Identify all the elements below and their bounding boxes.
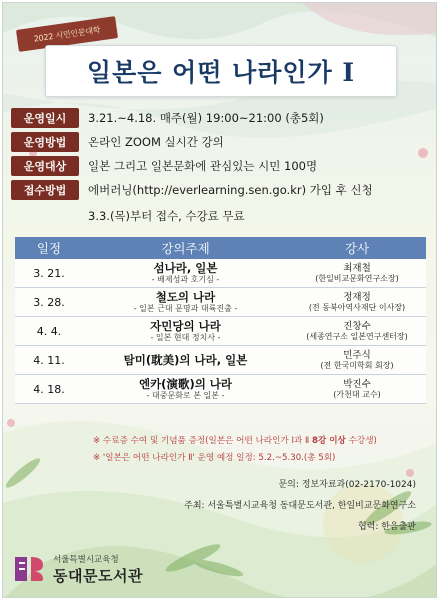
table-row xyxy=(15,317,426,346)
logo-title: 동대문도서관 xyxy=(53,566,143,585)
info-row-registration xyxy=(11,179,373,201)
row-affiliation: (전 동북아역사재단 이사장) xyxy=(308,302,406,312)
row-topic: 엔카(演歌)의 나라 xyxy=(138,376,233,391)
row-lecturer: 민주식 xyxy=(343,349,371,361)
info-label: 접수방법 xyxy=(11,180,79,200)
info-row-schedule xyxy=(11,107,324,129)
row-lecturer: 최재철 xyxy=(343,262,371,274)
info-row-target xyxy=(11,155,317,177)
schedule-table xyxy=(15,237,426,404)
info-value: 에버러닝(http://everlearning.sen.go.kr) 가입 후 신청 xyxy=(88,183,373,197)
row-topic: 탐미(耽美)의 나라, 일본 xyxy=(123,352,248,367)
row-topic: 섬나라, 일본 xyxy=(153,260,218,275)
row-lecturer: 정재정 xyxy=(343,291,371,303)
table-row xyxy=(15,375,426,404)
row-affiliation: (세종연구소 일본연구센터장) xyxy=(306,331,408,341)
banner-ribbon: 2022 시민인문대학 xyxy=(16,16,118,52)
row-subtopic: - 배제성과 호기심 - xyxy=(151,274,220,284)
row-affiliation: (한일비교문화연구소장) xyxy=(315,273,399,283)
page-title: 일본은 어떤 나라인가 Ⅰ xyxy=(86,58,356,87)
note-next-course: ※ '일본은 어떤 나라인가 Ⅱ' 운영 예정 일정: 5.2.~5.30.(총 5회) xyxy=(93,453,336,463)
row-date: 4. 18. xyxy=(33,382,65,396)
contact-phone: 문의: 정보자료과(02-2170-1024) xyxy=(278,480,416,490)
row-affiliation: (가천대 교수) xyxy=(333,389,381,399)
info-value: 3.21.~4.18. 매주(월) 19:00~21:00 (총5회) xyxy=(88,111,324,125)
row-subtopic: - 대중문화로 본 일본 - xyxy=(146,390,225,400)
table-row xyxy=(15,288,426,317)
note-certificate: ※ 수료증 수여 및 기념품 증정(일본은 어떤 나라인가 Ⅰ과 Ⅱ 8강 이상 수강생) xyxy=(93,436,377,446)
row-topic: 철도의 나라 xyxy=(155,289,216,304)
row-date: 3. 28. xyxy=(33,295,65,309)
row-affiliation: (전 한국미학회 회장) xyxy=(320,360,394,370)
info-label: 운영대상 xyxy=(11,156,79,176)
library-logo xyxy=(11,551,143,587)
header-date: 일정 xyxy=(36,241,62,256)
contact-host: 주최: 서울특별시교육청 동대문도서관, 한일비교문화연구소 xyxy=(184,501,416,511)
info-label: 운영일시 xyxy=(11,108,79,128)
row-topic: 자민당의 나라 xyxy=(150,318,221,333)
info-value: 온라인 ZOOM 실시간 강의 xyxy=(88,135,224,149)
table-row xyxy=(15,259,426,288)
library-logo-icon xyxy=(11,551,47,587)
logo-subtitle: 서울특별시교육청 xyxy=(53,554,119,565)
title-box xyxy=(45,45,397,97)
poster xyxy=(2,2,437,598)
table-row xyxy=(15,346,426,375)
info-label: 운영방법 xyxy=(11,132,79,152)
row-lecturer: 진창수 xyxy=(343,320,371,332)
row-date: 4. 11. xyxy=(33,353,65,367)
row-date: 3. 21. xyxy=(33,266,65,280)
info-value: 일본 그리고 일본문화에 관심있는 시민 100명 xyxy=(88,159,318,173)
registration-note: 3.3.(목)부터 접수, 수강료 무료 xyxy=(88,209,245,223)
row-date: 4. 4. xyxy=(36,324,62,338)
info-row-method xyxy=(11,131,224,153)
row-lecturer: 박진수 xyxy=(343,378,371,390)
row-subtopic: - 일본 현대 정치사 - xyxy=(150,332,221,342)
row-subtopic: - 일본 근대 문명과 대륙진출 - xyxy=(133,303,238,313)
header-topic: 강의주제 xyxy=(161,241,210,256)
contact-partner: 협력: 한음출판 xyxy=(357,522,416,532)
header-lecturer: 강사 xyxy=(344,241,370,256)
table-header xyxy=(15,237,426,259)
